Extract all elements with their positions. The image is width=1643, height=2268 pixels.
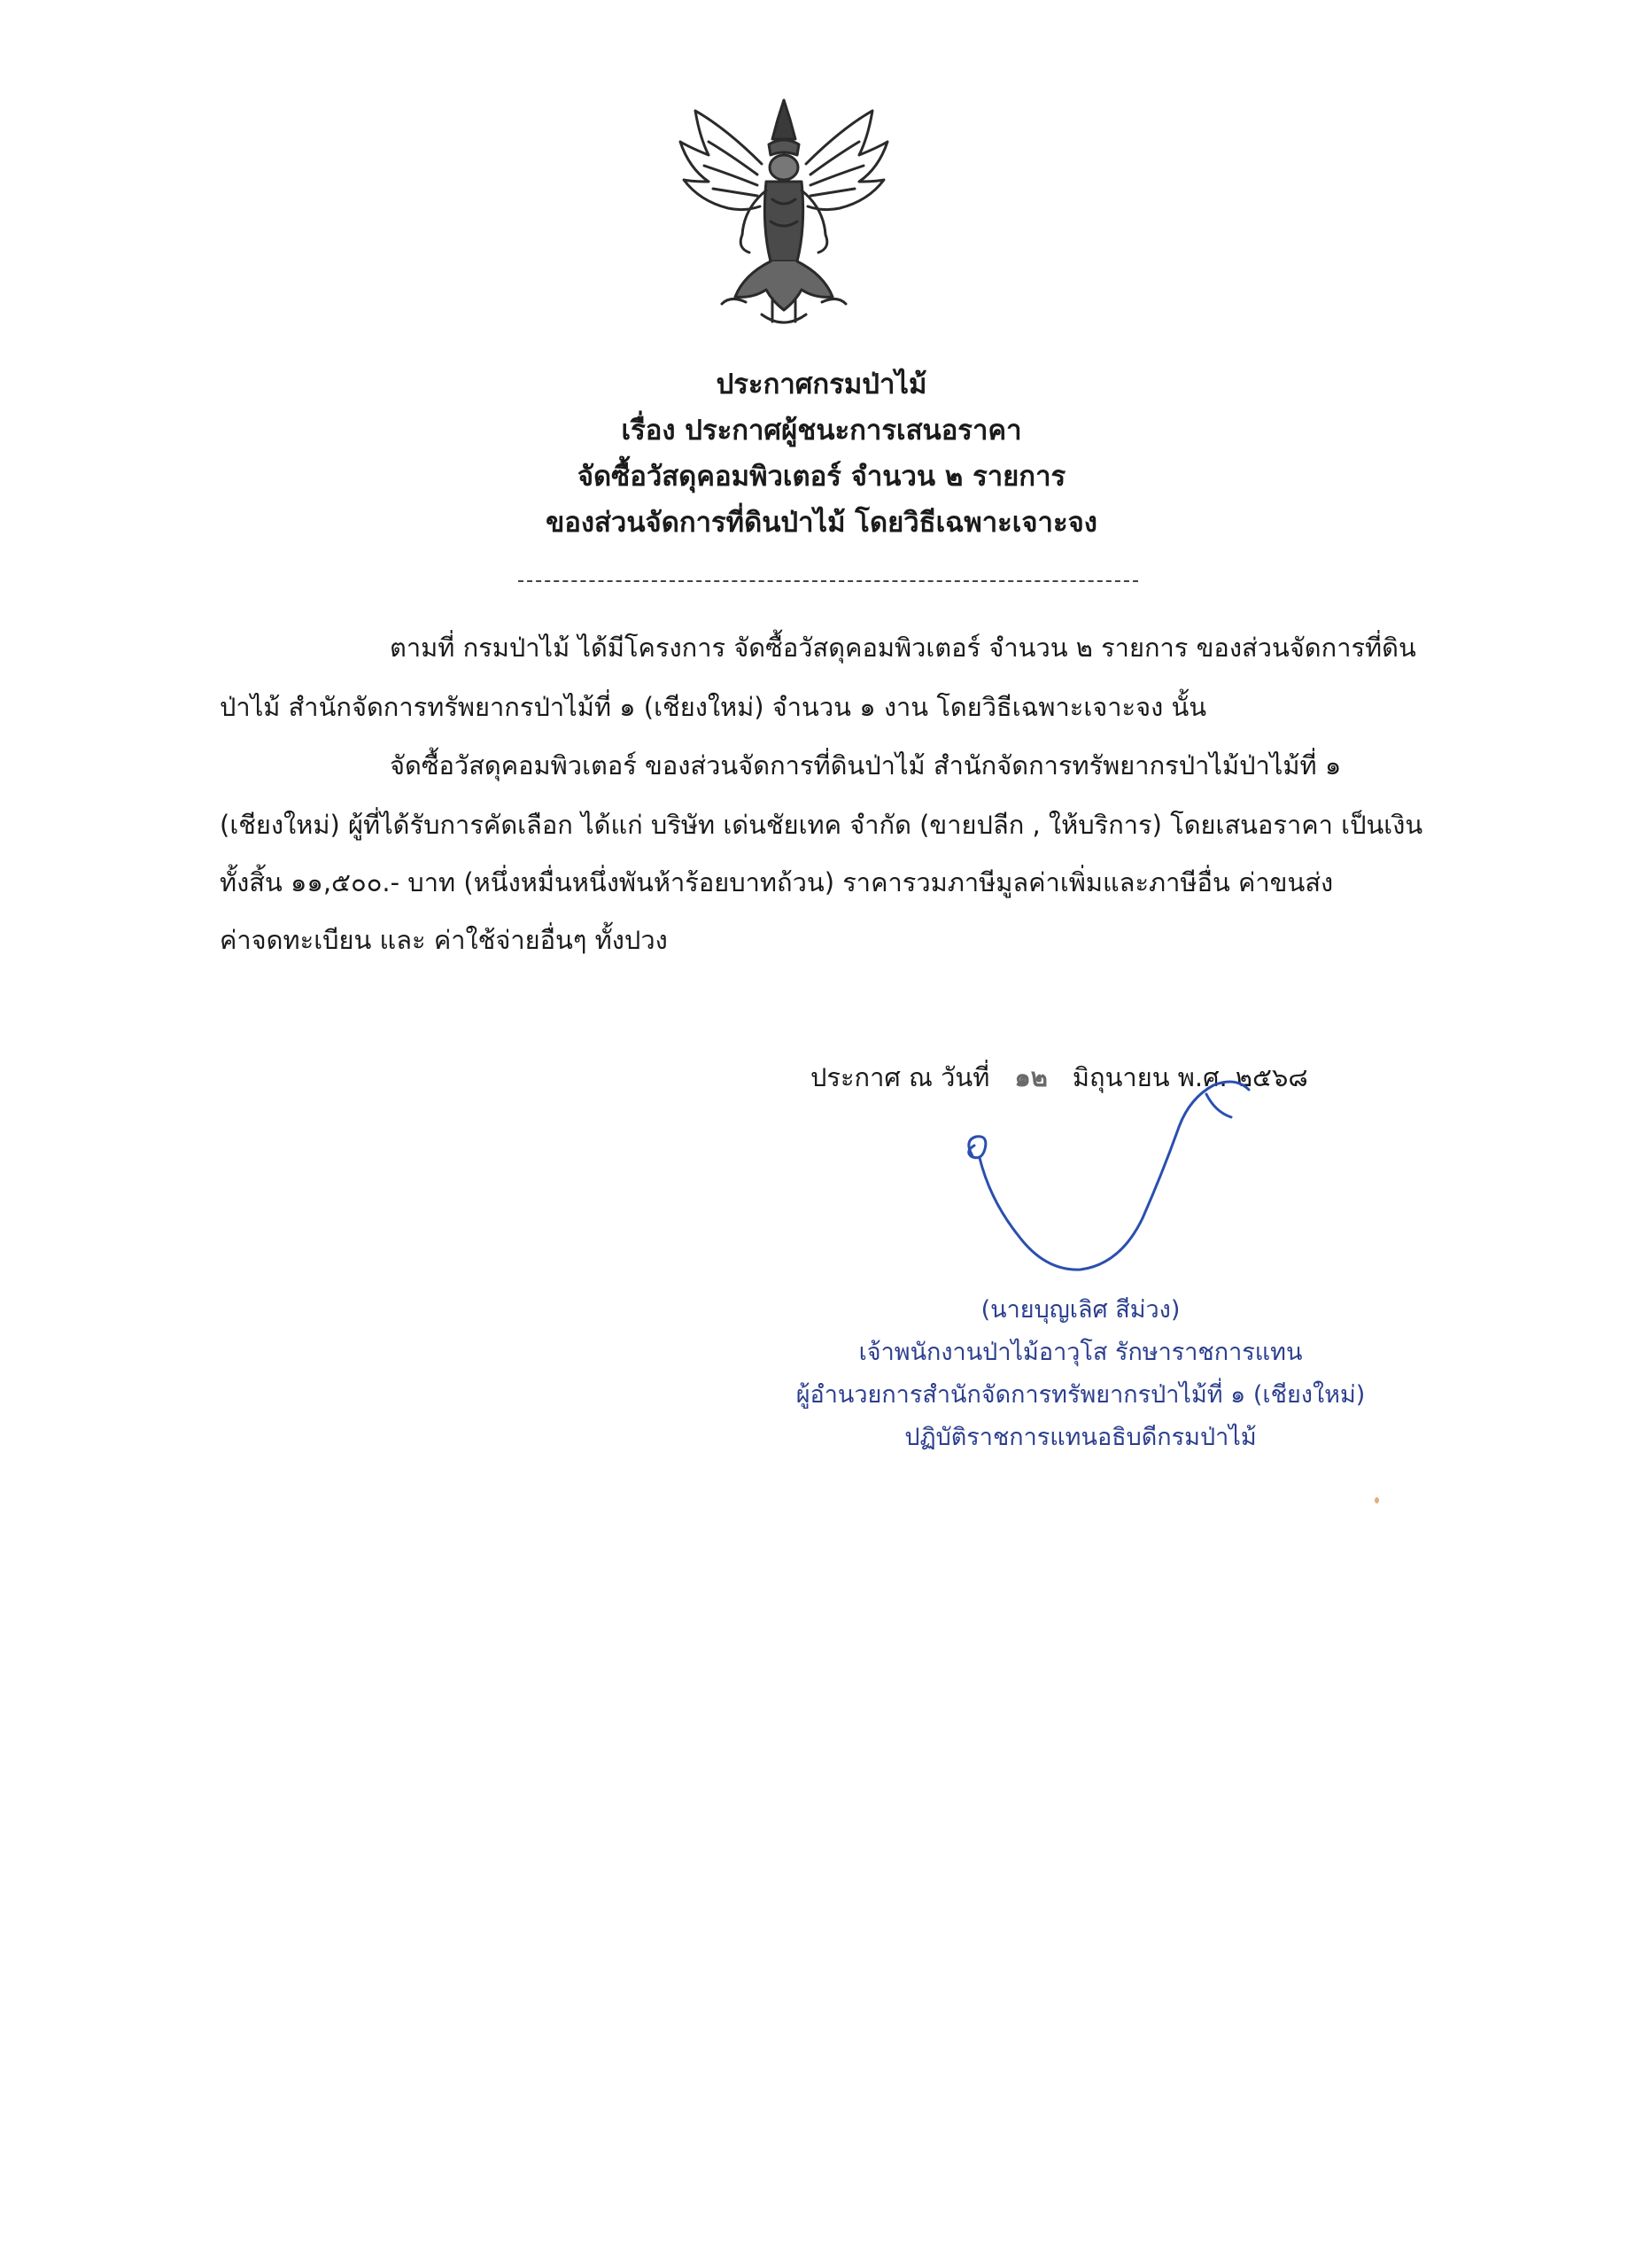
paragraph-2-line-4: ค่าจดทะเบียน และ ค่าใช้จ่ายอื่นๆ ทั้งปวง	[220, 925, 668, 955]
date-prefix: ประกาศ ณ วันที่	[810, 1062, 990, 1092]
title-line-agency: ประกาศกรมป่าไม้	[716, 369, 927, 400]
signatory-name: (นายบุญเลิศ สีม่วง)	[980, 1296, 1181, 1324]
paragraph-1-line-2: ป่าไม้ สำนักจัดการทรัพยากรป่าไม้ที่ ๑ (เชียงใหม่) จำนวน ๑ งาน โดยวิธีเฉพาะเจาะจง นั้น	[220, 692, 1207, 722]
date-month-year: มิถุนายน พ.ศ. ๒๕๖๘	[1072, 1062, 1308, 1092]
garuda-emblem-icon	[673, 93, 895, 337]
handwritten-signature	[930, 1059, 1302, 1289]
date-day: ๑๒	[1014, 1062, 1048, 1092]
title-divider	[518, 580, 1138, 582]
paragraph-2-line-3: ทั้งสิ้น ๑๑,๕๐๐.- บาท (หนึ่งหมื่นหนึ่งพันห้าร้อยบาทถ้วน) ราคารวมภาษีมูลค่าเพิ่มและภาษีอื่น ค่าขนส่ง	[220, 867, 1334, 897]
paragraph-2-line-2: (เชียงใหม่) ผู้ที่ได้รับการคัดเลือก ได้แก่ บริษัท เด่นชัยเทค จำกัด (ขายปลีก , ให้บริการ) โดยเสนอราคา เป็นเงิน	[220, 810, 1423, 840]
announcement-title	[0, 361, 1643, 546]
title-line-subject: เรื่อง ประกาศผู้ชนะการเสนอราคา	[621, 415, 1022, 447]
scan-speck	[1375, 1497, 1379, 1503]
paragraph-2-line-1: จัดซื้อวัสดุคอมพิวเตอร์ ของส่วนจัดการที่ดินป่าไม้ สำนักจัดการทรัพยากรป่าไม้ป่าไม้ที่ ๑	[390, 750, 1342, 781]
title-line-method: ของส่วนจัดการที่ดินป่าไม้ โดยวิธีเฉพาะเจาะจง	[546, 507, 1097, 539]
signatory-position-3: ปฏิบัติราชการแทนอธิบดีกรมป่าไม้	[904, 1424, 1257, 1451]
signatory-block	[691, 1289, 1470, 1459]
paragraph-1-line-1: ตามที่ กรมป่าไม้ ได้มีโครงการ จัดซื้อวัสดุคอมพิวเตอร์ จำนวน ๒ รายการ ของส่วนจัดการที่ดิน	[390, 633, 1416, 663]
signatory-position-1: เจ้าพนักงานป่าไม้อาวุโส รักษาราชการแทน	[858, 1339, 1303, 1366]
signatory-position-2: ผู้อำนวยการสำนักจัดการทรัพยากรป่าไม้ที่ ๑ (เชียงใหม่)	[795, 1381, 1366, 1409]
title-line-procurement: จัดซื้อวัสดุคอมพิวเตอร์ จำนวน ๒ รายการ	[577, 461, 1066, 493]
